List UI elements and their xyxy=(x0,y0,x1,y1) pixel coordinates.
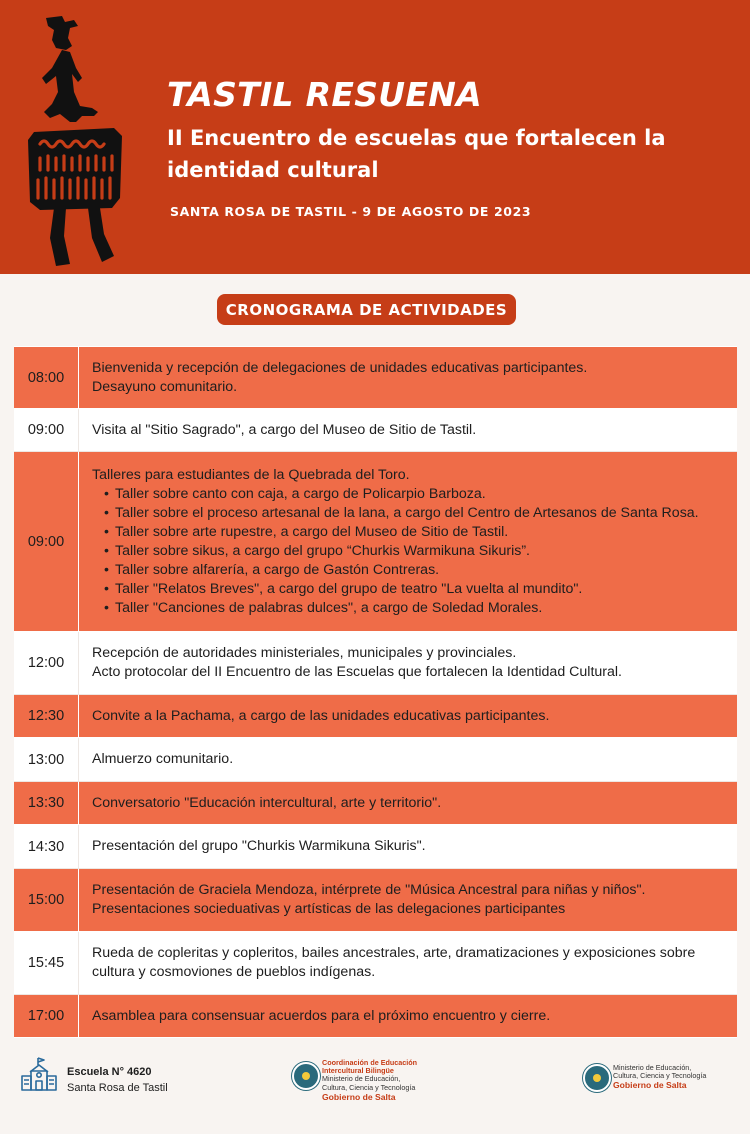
schedule-description xyxy=(79,932,737,994)
schedule-description xyxy=(79,782,737,824)
schedule-row xyxy=(14,452,737,632)
schedule-description xyxy=(79,632,737,694)
salta-seal-icon xyxy=(292,1062,320,1090)
schedule-time: 08:00 xyxy=(14,347,79,408)
petroglyph-figure-icon xyxy=(18,12,138,268)
schedule-description xyxy=(79,695,737,737)
schedule-row xyxy=(14,825,737,869)
schedule-time: 17:00 xyxy=(14,995,79,1037)
workshop-item: • Taller sobre arte rupestre, a cargo del Museo de Sitio de Tastil. xyxy=(104,523,729,542)
schedule-time: 12:30 xyxy=(14,695,79,737)
schedule-line: Presentación del grupo "Churkis Warmikuna Sikuris". xyxy=(92,838,426,854)
schedule-line: Talleres para estudiantes de la Quebrada del Toro. xyxy=(92,466,410,483)
schedule-heading: CRONOGRAMA DE ACTIVIDADES xyxy=(217,294,516,325)
schedule-line: Visita al "Sitio Sagrado", a cargo del Museo de Sitio de Tastil. xyxy=(92,421,477,438)
footer xyxy=(0,1042,750,1134)
schedule-line: Rueda de copleritas y copleritos, bailes ancestrales, arte, dramatizaciones y exposiciones sobre cultura y cosmoviones de pueblos indígenas. xyxy=(92,945,696,980)
school-place: Santa Rosa de Tastil xyxy=(67,1082,168,1094)
schedule-line: Desayuno comunitario. xyxy=(92,378,238,395)
schedule-row xyxy=(14,932,737,995)
workshop-list xyxy=(104,485,729,618)
schedule-time: 15:45 xyxy=(14,932,79,994)
schedule-time: 13:30 xyxy=(14,782,79,824)
workshop-item: • Taller sobre sikus, a cargo del grupo “Churkis Warmikuna Sikuris”. xyxy=(104,542,729,561)
schedule-time: 09:00 xyxy=(14,452,79,631)
schedule-time: 13:00 xyxy=(14,738,79,781)
schedule-row xyxy=(14,738,737,782)
logo-coordinacion xyxy=(322,1059,417,1103)
logo-coordinacion-gov: Gobierno de Salta xyxy=(322,1091,396,1102)
schedule-description xyxy=(79,869,737,931)
schedule-line: Convite a la Pachama, a cargo de las unidades educativas participantes. xyxy=(92,707,550,724)
logo-coordinacion-line: Intercultural Bilingüe xyxy=(322,1066,394,1076)
schedule-description xyxy=(79,995,737,1037)
logo-coordinacion-line: Ministerio de Educación, xyxy=(322,1074,401,1084)
schedule-time: 14:30 xyxy=(14,825,79,868)
logo-coordinacion-line: Coordinación de Educación xyxy=(322,1058,418,1067)
workshop-item: • Taller sobre alfarería, a cargo de Gastón Contreras. xyxy=(104,561,729,580)
schedule-line: Bienvenida y recepción de delegaciones de unidades educativas participantes. xyxy=(92,359,588,376)
logo-ministerio-line: Ministerio de Educación, xyxy=(613,1063,692,1072)
schedule-row xyxy=(14,695,737,738)
schedule-time: 12:00 xyxy=(14,632,79,694)
logo-ministerio-line: Cultura, Ciencia y Tecnología xyxy=(613,1071,707,1081)
schedule-description xyxy=(79,347,737,408)
logo-ministerio-gov: Gobierno de Salta xyxy=(613,1080,687,1091)
schedule-line: Recepción de autoridades ministeriales, municipales y provinciales. xyxy=(92,645,517,661)
schedule-time: 09:00 xyxy=(14,409,79,451)
school-name: Escuela N° 4620 xyxy=(67,1066,152,1078)
header-banner xyxy=(0,0,750,274)
school-building-icon xyxy=(20,1056,58,1092)
schedule-line: Conversatorio "Educación intercultural, arte y territorio". xyxy=(92,794,442,811)
logo-coordinacion-line: Cultura, Ciencia y Tecnología xyxy=(322,1082,416,1092)
schedule-line: Asamblea para consensuar acuerdos para el próximo encuentro y cierre. xyxy=(92,1007,551,1024)
schedule-description xyxy=(79,409,737,451)
page-subtitle: II Encuentro de escuelas que fortalecen la identidad cultural xyxy=(167,126,666,182)
schedule-line: Almuerzo comunitario. xyxy=(92,751,234,767)
schedule-row xyxy=(14,347,737,409)
workshop-item: • Taller sobre el proceso artesanal de la lana, a cargo del Centro de Artesanos de Santa Rosa. xyxy=(104,504,729,523)
schedule-description xyxy=(79,452,737,631)
page-title: TASTIL RESUENA xyxy=(167,75,482,114)
schedule-row xyxy=(14,409,737,452)
schedule-description xyxy=(79,825,737,868)
schedule-row xyxy=(14,869,737,932)
schedule-row xyxy=(14,995,737,1038)
schedule-line: Acto protocolar del II Encuentro de las Escuelas que fortalecen la Identidad Cultural. xyxy=(92,664,622,680)
schedule-row xyxy=(14,782,737,825)
schedule-line: Presentación de Graciela Mendoza, intérprete de "Música Ancestral para niñas y niños". xyxy=(92,882,646,898)
schedule-time: 15:00 xyxy=(14,869,79,931)
logo-ministerio xyxy=(613,1064,706,1091)
schedule-description xyxy=(79,738,737,781)
event-place-date: SANTA ROSA DE TASTIL - 9 DE AGOSTO DE 2023 xyxy=(170,204,532,219)
schedule-line: Presentaciones socieduativas y artísticas de las delegaciones participantes xyxy=(92,901,566,917)
workshop-item: • Taller sobre canto con caja, a cargo de Policarpio Barboza. xyxy=(104,485,729,504)
schedule-table xyxy=(14,346,737,1038)
workshop-item: • Taller "Relatos Breves", a cargo del grupo de teatro "La vuelta al mundito". xyxy=(104,580,729,599)
workshop-item: • Taller "Canciones de palabras dulces", a cargo de Soledad Morales. xyxy=(104,599,729,618)
schedule-row xyxy=(14,632,737,695)
salta-seal-icon xyxy=(583,1064,611,1092)
